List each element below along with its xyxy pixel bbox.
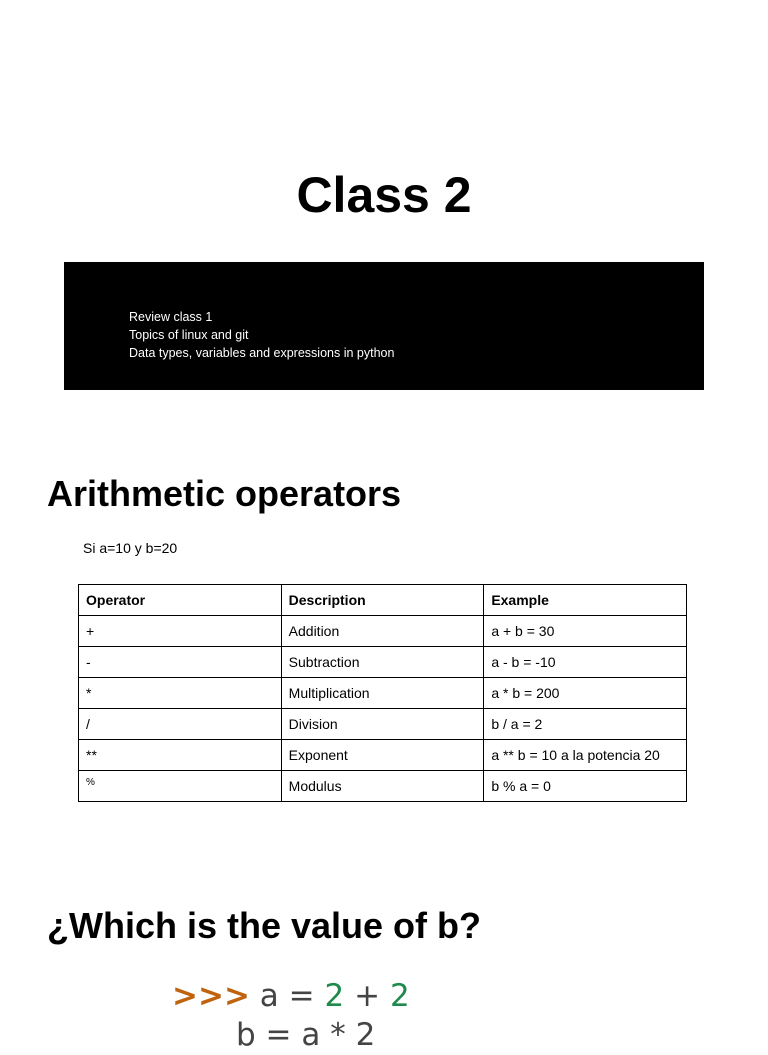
code-equals: = — [288, 978, 315, 1014]
column-header-description: Description — [281, 585, 484, 616]
example-cell: b % a = 0 — [484, 771, 687, 802]
agenda-box — [64, 262, 704, 390]
code-variable: a — [259, 978, 279, 1014]
section-heading-question: ¿Which is the value of b? — [47, 905, 482, 946]
table-row — [79, 771, 687, 802]
table-row — [79, 709, 687, 740]
agenda-item: Review class 1 — [129, 310, 213, 324]
table-row — [79, 647, 687, 678]
operator-cell: / — [79, 709, 282, 740]
agenda-item: Topics of linux and git — [129, 328, 249, 342]
operator-cell: ** — [79, 740, 282, 771]
code-line-1 — [172, 976, 410, 1016]
operator-cell: + — [79, 616, 282, 647]
condition-text: Si a=10 y b=20 — [83, 540, 178, 556]
example-cell: a ** b = 10 a la potencia 20 — [484, 740, 687, 771]
table-row — [79, 678, 687, 709]
slide-title: Class 2 — [296, 167, 472, 223]
description-cell: Division — [281, 709, 484, 740]
operator-cell: - — [79, 647, 282, 678]
description-cell: Multiplication — [281, 678, 484, 709]
code-line-2-partial: b = a * 2 — [236, 1017, 376, 1053]
operators-table — [78, 584, 687, 802]
code-number: 2 — [324, 978, 345, 1014]
table-header-row — [79, 585, 687, 616]
example-cell: a - b = -10 — [484, 647, 687, 678]
example-cell: b / a = 2 — [484, 709, 687, 740]
column-header-example: Example — [484, 585, 687, 616]
description-cell: Addition — [281, 616, 484, 647]
code-number: 2 — [389, 978, 410, 1014]
code-prompt: >>> — [172, 978, 250, 1014]
example-cell: a * b = 200 — [484, 678, 687, 709]
operator-cell: % — [79, 771, 282, 802]
description-cell: Exponent — [281, 740, 484, 771]
code-operator: + — [354, 978, 381, 1014]
description-cell: Modulus — [281, 771, 484, 802]
column-header-operator: Operator — [79, 585, 282, 616]
agenda-item: Data types, variables and expressions in python — [129, 346, 395, 360]
table-row — [79, 740, 687, 771]
operator-cell: * — [79, 678, 282, 709]
example-cell: a + b = 30 — [484, 616, 687, 647]
table-row — [79, 616, 687, 647]
section-heading-arithmetic: Arithmetic operators — [47, 473, 402, 514]
description-cell: Subtraction — [281, 647, 484, 678]
